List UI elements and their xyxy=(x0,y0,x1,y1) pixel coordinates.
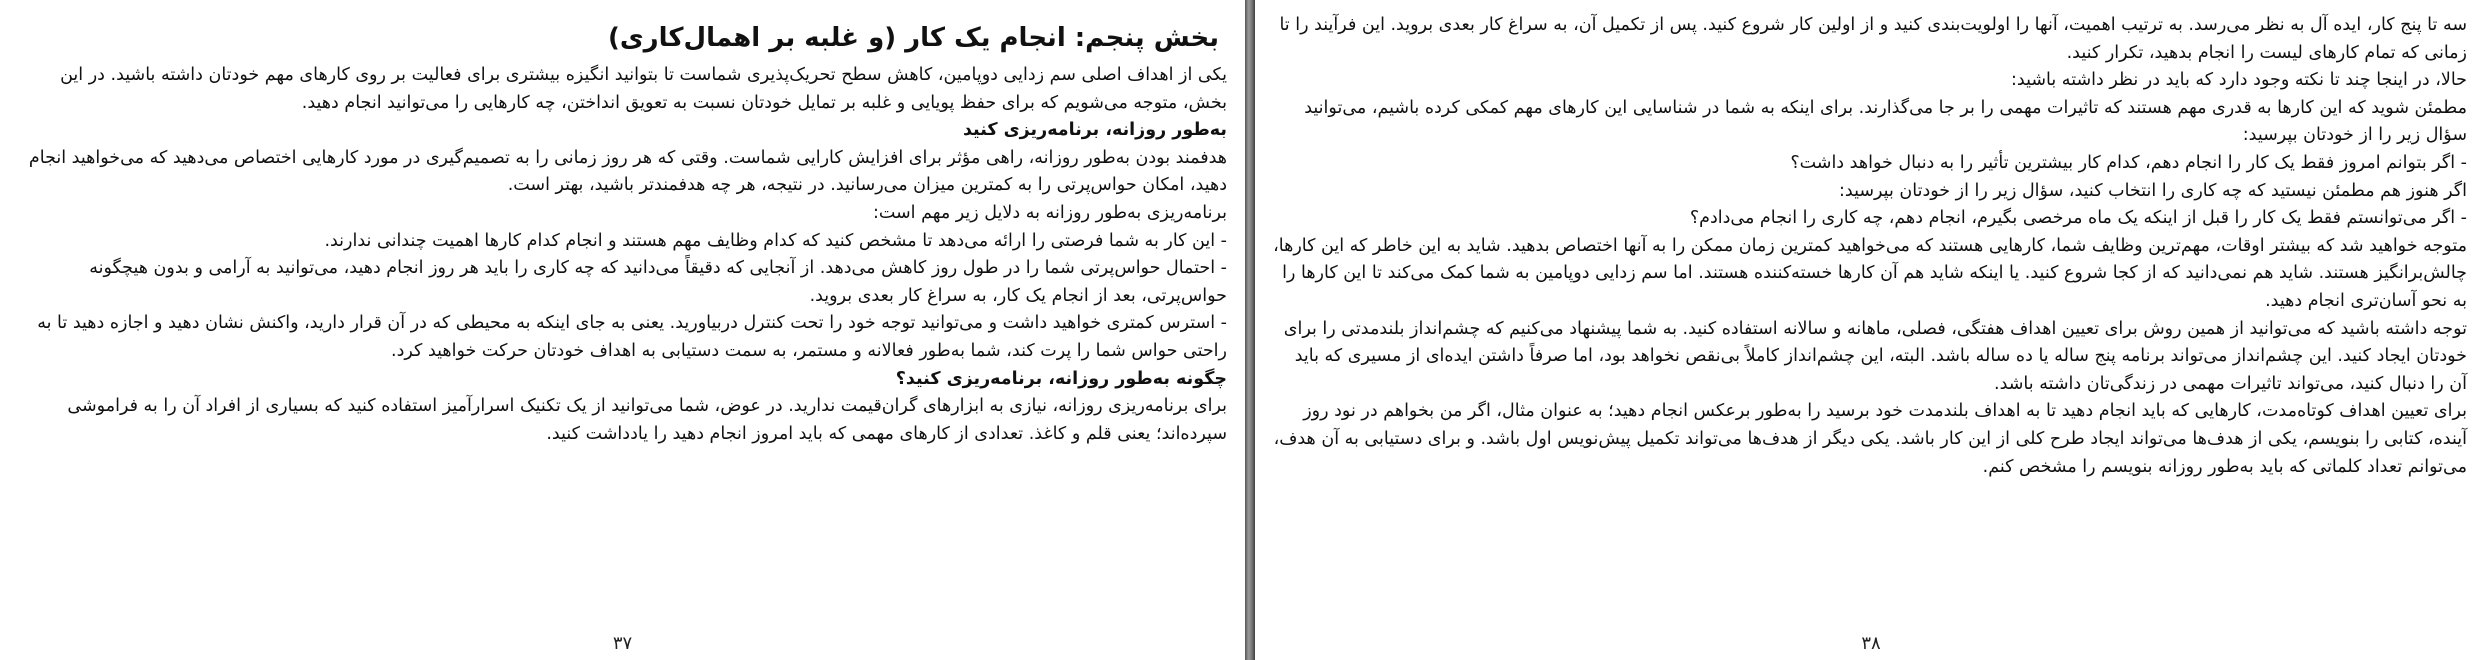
section-subheading: چگونه به‌طور روزانه، برنامه‌ریزی کنید؟ xyxy=(895,368,1227,389)
chapter-heading: بخش پنجم: انجام یک کار (و غلبه بر اهمال‌کاری) xyxy=(607,23,1219,53)
list-item: - استرس کمتری خواهید داشت و می‌توانید توجه خود را تحت کنترل دربیاورید. یعنی به جای اینکه به محیطی که در آن قرار دارید، واکنش نشان دهید و اجازه دهید تا به راحتی حواس شما را پرت کند، شما به‌طور فعالانه و مستمر، به سمت دستیابی به اهداف خودتان حرکت خواهید کرد. xyxy=(37,313,1227,361)
list-item: - اگر می‌توانستم فقط یک کار را قبل از اینکه یک ماه مرخصی بگیرم، انجام دهم، چه کاری را انجام می‌دادم؟ xyxy=(1689,208,2467,229)
section-subheading: به‌طور روزانه، برنامه‌ریزی کنید xyxy=(962,120,1227,141)
list-item: - اگر بتوانم امروز فقط یک کار را انجام دهم، کدام کار بیشترین تأثیر را به دنبال خواهد داشت؟ xyxy=(1790,152,2467,173)
page-number: ۳۸ xyxy=(1861,633,1881,654)
right-page xyxy=(1255,0,2487,660)
list-item: - احتمال حواس‌پرتی شما را در طول روز کاهش می‌دهد. از آنجایی که دقیقاً می‌دانید که چه کاری را باید هر روز انجام دهید، می‌توانید به آرامی و بدون هیچگونه حواس‌پرتی، بعد از انجام یک کار، به سراغ کار بعدی بروید. xyxy=(89,258,1227,306)
paragraph: سه تا پنج کار، ایده آل به نظر می‌رسد. به ترتیب اهمیت، آنها را اولویت‌بندی کنید و از اولین کار شروع کنید. پس از تکمیل آن، به سراغ کار بعدی بروید. این فرآیند را تا زمانی که تمام کارهای لیست را انجام بدهید، تکرار کنید. xyxy=(1279,15,2467,63)
book-gutter xyxy=(1245,0,1255,660)
paragraph: توجه داشته باشید که می‌توانید از همین روش برای تعیین اهداف هفتگی، فصلی، ماهانه و سالانه استفاده کنید. به شما پیشنهاد می‌کنیم که چشم‌انداز بلندمدتی را برای خودتان ایجاد کنید. این چشم‌انداز می‌تواند برنامه پنج ساله یا ده ساله باشد. البته، این چشم‌انداز کاملاً بی‌نقص نخواهد بود، اما صرفاً داشتن ایده‌ای از مسیری که باید آن را دنبال کنید، می‌تواند تاثیرات مهمی در زندگی‌تان داشته باشد. xyxy=(1283,318,2467,394)
paragraph: برای برنامه‌ریزی روزانه، نیازی به ابزارهای گران‌قیمت ندارید. در عوض، شما می‌توانید از یک تکنیک اسرارآمیز استفاده کنید که بسیاری از افراد آن را به فراموشی سپرده‌اند؛ یعنی قلم و کاغذ. تعدادی از کارهای مهمی که باید امروز انجام دهید را یادداشت کنید. xyxy=(67,396,1227,444)
paragraph: یکی از اهداف اصلی سم زدایی دوپامین، کاهش سطح تحریک‌پذیری شماست تا بتوانید انگیزه بیشتری برای فعالیت بر روی کارهای مهم خودتان داشته باشید. در این بخش، متوجه می‌شویم که برای حفظ پویایی و غلبه بر تمایل خودتان نسبت به تعویق انداختن، چه کارهایی را می‌توانید انجام دهید. xyxy=(60,65,1227,113)
page-number: ۳۷ xyxy=(612,633,633,654)
list-item: - این کار به شما فرصتی را ارائه می‌دهد تا مشخص کنید که کدام وظایف مهم هستند و انجام کدام کارها اهمیت چندانی ندارند. xyxy=(324,230,1227,251)
paragraph: مطمئن شوید که این کارها به قدری مهم هستند که تاثیرات مهمی را بر جا می‌گذارند. برای اینکه به شما در شناسایی این کارهای مهم کمکی کرده باشیم، می‌توانید سؤال زیر را از خودتان بپرسید: xyxy=(1304,97,2467,146)
paragraph: حالا، در اینجا چند تا نکته وجود دارد که باید در نظر داشته باشید: xyxy=(2011,70,2467,91)
paragraph: اگر هنوز هم مطمئن نیستید که چه کاری را انتخاب کنید، سؤال زیر را از خودتان بپرسید: xyxy=(1839,180,2467,201)
paragraph: هدفمند بودن به‌طور روزانه، راهی مؤثر برای افزایش کارایی شماست. وقتی که هر روز زمانی را به تصمیم‌گیری در مورد کارهایی اختصاص می‌دهید که می‌خواهید انجام دهید، امکان حواس‌پرتی را به کمترین میزان می‌رسانید. در نتیجه، هر چه هدفمندتر باشید، بهتر است. xyxy=(28,147,1227,196)
paragraph: متوجه خواهید شد که بیشتر اوقات، مهم‌ترین وظایف شما، کارهایی هستند که می‌خواهید کمترین زمان ممکن را به آنها اختصاص بدهید. شاید به این خاطر که این کارها، چالش‌برانگیز هستند. شاید هم نمی‌دانید که از کجا شروع کنید. یا اینکه شاید هم آن کارها خسته‌کننده هستند. اما سم زدایی دوپامین به شما کمک می‌کند تا این کارها را به نحو آسان‌تری انجام دهید. xyxy=(1273,235,2467,311)
paragraph: برنامه‌ریزی به‌طور روزانه به دلایل زیر مهم است: xyxy=(872,202,1227,223)
paragraph: برای تعیین اهداف کوتاه‌مدت، کارهایی که باید انجام دهید تا به اهداف بلندمدت خود برسید را به‌طور برعکس انجام دهید؛ به عنوان مثال، اگر من بخواهم در نود روز آینده، کتابی را بنویسم، یکی از هدف‌ها می‌تواند ایجاد طرح کلی از این کار باشد. یکی دیگر از هدف‌ها می‌تواند تکمیل پیش‌نویس اول باشد. و برای دستیابی به آن هدف، می‌توانم تعداد کلماتی که باید به‌طور روزانه بنویسم را مشخص کنم. xyxy=(1273,401,2467,477)
